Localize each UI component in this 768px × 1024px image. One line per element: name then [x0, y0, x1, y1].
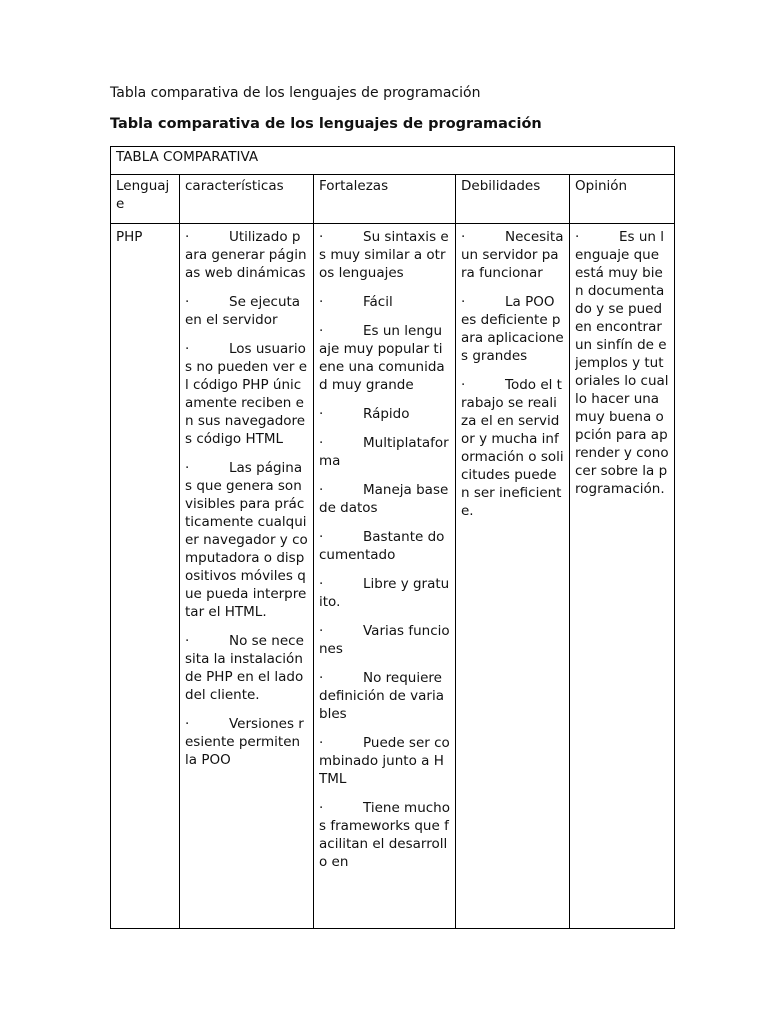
list-item-text: La POO es deficiente para aplicaciones grandes [461, 294, 564, 364]
cell-language: PHP [111, 224, 180, 929]
list-item-text: Puede ser combinado junto a HTML [319, 735, 450, 787]
list-item-text: Los usuarios no pueden ver el código PHP únicamente reciben en sus navegadores código HTML [185, 341, 308, 447]
list-item-text: Utilizado para generar páginas web dinámicas [185, 229, 307, 281]
list-item [185, 459, 308, 621]
list-item [185, 293, 308, 329]
header-fortalezas: Fortalezas [314, 175, 456, 224]
bullet-icon: · [461, 377, 466, 393]
list-item [319, 528, 450, 564]
list-item-text: Libre y gratuito. [319, 576, 450, 610]
bullet-icon: · [319, 670, 324, 686]
cell-caracteristicas [180, 224, 314, 929]
bullet-icon: · [185, 341, 190, 357]
bullet-icon: · [319, 435, 324, 451]
table-title-row [111, 147, 675, 175]
list-item [575, 228, 669, 498]
caracteristicas-list [185, 228, 308, 924]
list-item-text: Las páginas que genera son visibles para prácticamente cualquier navegador y computadora o dispositivos móviles que pueda interpretar el HTML. [185, 460, 308, 620]
list-item-text: Es un lenguaje muy popular tiene una comunidad muy grande [319, 323, 445, 393]
list-item-text: Su sintaxis es muy similar a otros lenguajes [319, 229, 449, 281]
list-item [319, 622, 450, 658]
bullet-icon: · [319, 323, 324, 339]
bullet-icon: · [319, 735, 324, 751]
list-item-text: Varias funciones [319, 623, 450, 657]
list-item-text: Fácil [363, 294, 393, 310]
header-opinion: Opinión [570, 175, 675, 224]
list-item [319, 575, 450, 611]
cell-opinion [570, 224, 675, 929]
list-item [185, 632, 308, 704]
list-item [185, 340, 308, 448]
bullet-icon: · [185, 294, 190, 310]
list-item-text: No se necesita la instalación de PHP en el lado del cliente. [185, 633, 304, 703]
list-item [319, 481, 450, 517]
debilidades-list [461, 228, 564, 924]
list-item [185, 228, 308, 282]
list-item-text: Versiones resiente permiten la POO [185, 716, 304, 768]
bullet-icon: · [319, 800, 324, 816]
bullet-icon: · [319, 576, 324, 592]
list-item [319, 434, 450, 470]
bullet-icon: · [319, 623, 324, 639]
header-debilidades: Debilidades [456, 175, 570, 224]
bullet-icon: · [575, 229, 580, 245]
bullet-icon: · [185, 229, 190, 245]
list-item-text: Se ejecuta en el servidor [185, 294, 301, 328]
header-caracteristicas: características [180, 175, 314, 224]
fortalezas-list [319, 228, 450, 924]
list-item [461, 293, 564, 365]
comparison-table [110, 146, 675, 929]
document-heading: Tabla comparativa de los lenguajes de programación [110, 116, 542, 132]
list-item [461, 228, 564, 282]
list-item-text: Bastante documentado [319, 529, 445, 563]
document-title: Tabla comparativa de los lenguajes de programación [110, 85, 481, 101]
list-item [319, 322, 450, 394]
bullet-icon: · [319, 482, 324, 498]
bullet-icon: · [461, 294, 466, 310]
bullet-icon: · [185, 716, 190, 732]
bullet-icon: · [319, 406, 324, 422]
bullet-icon: · [185, 460, 190, 476]
list-item-text: Maneja base de datos [319, 482, 449, 516]
table-row [111, 224, 675, 929]
list-item [319, 228, 450, 282]
cell-fortalezas [314, 224, 456, 929]
list-item [319, 293, 450, 311]
bullet-icon: · [319, 529, 324, 545]
list-item [319, 799, 450, 871]
list-item-text: Necesita un servidor para funcionar [461, 229, 564, 281]
bullet-icon: · [185, 633, 190, 649]
list-item-text: Tiene muchos frameworks que facilitan el desarrollo en [319, 800, 450, 870]
opinion-list [575, 228, 669, 924]
list-item [185, 715, 308, 769]
bullet-icon: · [319, 229, 324, 245]
list-item [319, 669, 450, 723]
bullet-icon: · [461, 229, 466, 245]
list-item-text: Rápido [363, 406, 410, 422]
list-item [319, 405, 450, 423]
cell-debilidades [456, 224, 570, 929]
header-lenguaje: Lenguaje [111, 175, 180, 224]
list-item-text: Todo el trabajo se realiza el en servidor y mucha información o solicitudes pueden ser ineficiente. [461, 377, 564, 519]
opinion-text: Es un lenguaje que está muy bien documentado y se pueden encontrar un sinfín de ejemplos y tutoriales lo cual lo hacer una muy buena opción para aprender y conocer sobre la programación. [575, 229, 669, 497]
table-header-row [111, 175, 675, 224]
list-item-text: No requiere definición de variables [319, 670, 444, 722]
list-item [461, 376, 564, 520]
bullet-icon: · [319, 294, 324, 310]
table-title: TABLA COMPARATIVA [111, 147, 675, 175]
list-item-text: Multiplataforma [319, 435, 449, 469]
list-item [319, 734, 450, 788]
